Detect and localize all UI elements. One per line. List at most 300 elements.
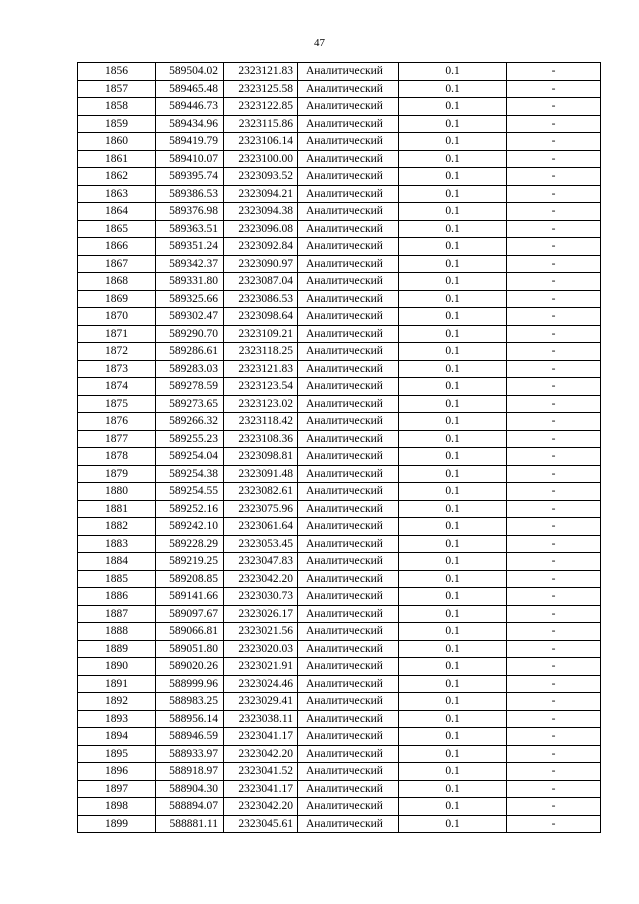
y-coordinate-cell: 2323020.03	[224, 640, 298, 658]
accuracy-cell: 0.1	[399, 483, 507, 501]
method-cell: Аналитический	[298, 553, 399, 571]
note-cell: -	[507, 745, 601, 763]
note-cell: -	[507, 710, 601, 728]
note-cell: -	[507, 465, 601, 483]
table-row	[78, 763, 601, 781]
method-cell: Аналитический	[298, 640, 399, 658]
method-cell: Аналитический	[298, 745, 399, 763]
accuracy-cell: 0.1	[399, 430, 507, 448]
point-number-cell: 1865	[78, 220, 156, 238]
page-number: 47	[314, 37, 325, 49]
x-coordinate-cell: 589395.74	[156, 168, 224, 186]
note-cell: -	[507, 798, 601, 816]
accuracy-cell: 0.1	[399, 395, 507, 413]
method-cell: Аналитический	[298, 133, 399, 151]
table-row	[78, 798, 601, 816]
x-coordinate-cell: 589255.23	[156, 430, 224, 448]
note-cell: -	[507, 535, 601, 553]
x-coordinate-cell: 589386.53	[156, 185, 224, 203]
table-row	[78, 203, 601, 221]
accuracy-cell: 0.1	[399, 535, 507, 553]
table-row	[78, 360, 601, 378]
x-coordinate-cell: 588983.25	[156, 693, 224, 711]
x-coordinate-cell: 589266.32	[156, 413, 224, 431]
note-cell: -	[507, 640, 601, 658]
note-cell: -	[507, 203, 601, 221]
accuracy-cell: 0.1	[399, 115, 507, 133]
method-cell: Аналитический	[298, 308, 399, 326]
y-coordinate-cell: 2323094.21	[224, 185, 298, 203]
note-cell: -	[507, 763, 601, 781]
x-coordinate-cell: 589410.07	[156, 150, 224, 168]
point-number-cell: 1881	[78, 500, 156, 518]
note-cell: -	[507, 185, 601, 203]
note-cell: -	[507, 570, 601, 588]
method-cell: Аналитический	[298, 98, 399, 116]
method-cell: Аналитический	[298, 780, 399, 798]
note-cell: -	[507, 780, 601, 798]
y-coordinate-cell: 2323109.21	[224, 325, 298, 343]
method-cell: Аналитический	[298, 798, 399, 816]
x-coordinate-cell: 589342.37	[156, 255, 224, 273]
note-cell: -	[507, 693, 601, 711]
table-row	[78, 588, 601, 606]
table-row	[78, 448, 601, 466]
accuracy-cell: 0.1	[399, 203, 507, 221]
accuracy-cell: 0.1	[399, 133, 507, 151]
table-row	[78, 815, 601, 833]
accuracy-cell: 0.1	[399, 728, 507, 746]
x-coordinate-cell: 588881.11	[156, 815, 224, 833]
note-cell: -	[507, 588, 601, 606]
y-coordinate-cell: 2323096.08	[224, 220, 298, 238]
x-coordinate-cell: 589286.61	[156, 343, 224, 361]
point-number-cell: 1859	[78, 115, 156, 133]
table-row	[78, 150, 601, 168]
y-coordinate-cell: 2323108.36	[224, 430, 298, 448]
point-number-cell: 1888	[78, 623, 156, 641]
table-row	[78, 640, 601, 658]
note-cell: -	[507, 150, 601, 168]
y-coordinate-cell: 2323106.14	[224, 133, 298, 151]
method-cell: Аналитический	[298, 483, 399, 501]
x-coordinate-cell: 589446.73	[156, 98, 224, 116]
point-number-cell: 1885	[78, 570, 156, 588]
point-number-cell: 1889	[78, 640, 156, 658]
x-coordinate-cell: 589465.48	[156, 80, 224, 98]
point-number-cell: 1871	[78, 325, 156, 343]
note-cell: -	[507, 553, 601, 571]
note-cell: -	[507, 115, 601, 133]
accuracy-cell: 0.1	[399, 763, 507, 781]
x-coordinate-cell: 589273.65	[156, 395, 224, 413]
accuracy-cell: 0.1	[399, 693, 507, 711]
table-row	[78, 308, 601, 326]
table-row	[78, 570, 601, 588]
note-cell: -	[507, 413, 601, 431]
point-number-cell: 1862	[78, 168, 156, 186]
method-cell: Аналитический	[298, 325, 399, 343]
note-cell: -	[507, 448, 601, 466]
method-cell: Аналитический	[298, 693, 399, 711]
method-cell: Аналитический	[298, 185, 399, 203]
method-cell: Аналитический	[298, 273, 399, 291]
point-number-cell: 1869	[78, 290, 156, 308]
point-number-cell: 1872	[78, 343, 156, 361]
note-cell: -	[507, 378, 601, 396]
point-number-cell: 1873	[78, 360, 156, 378]
note-cell: -	[507, 80, 601, 98]
table-row	[78, 553, 601, 571]
table-row	[78, 395, 601, 413]
y-coordinate-cell: 2323021.56	[224, 623, 298, 641]
method-cell: Аналитический	[298, 448, 399, 466]
table-row	[78, 413, 601, 431]
note-cell: -	[507, 273, 601, 291]
method-cell: Аналитический	[298, 203, 399, 221]
x-coordinate-cell: 588918.97	[156, 763, 224, 781]
table-row	[78, 115, 601, 133]
point-number-cell: 1893	[78, 710, 156, 728]
y-coordinate-cell: 2323098.81	[224, 448, 298, 466]
y-coordinate-cell: 2323041.17	[224, 780, 298, 798]
accuracy-cell: 0.1	[399, 343, 507, 361]
y-coordinate-cell: 2323038.11	[224, 710, 298, 728]
y-coordinate-cell: 2323041.17	[224, 728, 298, 746]
accuracy-cell: 0.1	[399, 325, 507, 343]
method-cell: Аналитический	[298, 518, 399, 536]
table-row	[78, 255, 601, 273]
table-row	[78, 658, 601, 676]
note-cell: -	[507, 500, 601, 518]
table-row	[78, 780, 601, 798]
method-cell: Аналитический	[298, 150, 399, 168]
method-cell: Аналитический	[298, 815, 399, 833]
table-row	[78, 343, 601, 361]
accuracy-cell: 0.1	[399, 63, 507, 81]
table-row	[78, 693, 601, 711]
accuracy-cell: 0.1	[399, 588, 507, 606]
note-cell: -	[507, 343, 601, 361]
x-coordinate-cell: 589283.03	[156, 360, 224, 378]
method-cell: Аналитический	[298, 763, 399, 781]
point-number-cell: 1875	[78, 395, 156, 413]
x-coordinate-cell: 589051.80	[156, 640, 224, 658]
y-coordinate-cell: 2323122.85	[224, 98, 298, 116]
table-row	[78, 273, 601, 291]
table-row	[78, 500, 601, 518]
point-number-cell: 1878	[78, 448, 156, 466]
note-cell: -	[507, 238, 601, 256]
accuracy-cell: 0.1	[399, 745, 507, 763]
note-cell: -	[507, 605, 601, 623]
accuracy-cell: 0.1	[399, 273, 507, 291]
note-cell: -	[507, 220, 601, 238]
table-row	[78, 168, 601, 186]
accuracy-cell: 0.1	[399, 220, 507, 238]
point-number-cell: 1874	[78, 378, 156, 396]
method-cell: Аналитический	[298, 588, 399, 606]
point-number-cell: 1880	[78, 483, 156, 501]
y-coordinate-cell: 2323041.52	[224, 763, 298, 781]
note-cell: -	[507, 623, 601, 641]
note-cell: -	[507, 98, 601, 116]
table-row	[78, 98, 601, 116]
y-coordinate-cell: 2323075.96	[224, 500, 298, 518]
accuracy-cell: 0.1	[399, 168, 507, 186]
table-row	[78, 623, 601, 641]
x-coordinate-cell: 588933.97	[156, 745, 224, 763]
y-coordinate-cell: 2323042.20	[224, 570, 298, 588]
table-row	[78, 185, 601, 203]
table-row	[78, 238, 601, 256]
accuracy-cell: 0.1	[399, 623, 507, 641]
method-cell: Аналитический	[298, 500, 399, 518]
note-cell: -	[507, 325, 601, 343]
table-row	[78, 220, 601, 238]
table-row	[78, 605, 601, 623]
point-number-cell: 1870	[78, 308, 156, 326]
accuracy-cell: 0.1	[399, 518, 507, 536]
point-number-cell: 1894	[78, 728, 156, 746]
point-number-cell: 1861	[78, 150, 156, 168]
y-coordinate-cell: 2323047.83	[224, 553, 298, 571]
note-cell: -	[507, 675, 601, 693]
method-cell: Аналитический	[298, 63, 399, 81]
note-cell: -	[507, 815, 601, 833]
y-coordinate-cell: 2323118.25	[224, 343, 298, 361]
accuracy-cell: 0.1	[399, 255, 507, 273]
method-cell: Аналитический	[298, 623, 399, 641]
x-coordinate-cell: 589254.04	[156, 448, 224, 466]
accuracy-cell: 0.1	[399, 675, 507, 693]
y-coordinate-cell: 2323123.54	[224, 378, 298, 396]
x-coordinate-cell: 588946.59	[156, 728, 224, 746]
x-coordinate-cell: 588956.14	[156, 710, 224, 728]
y-coordinate-cell: 2323121.83	[224, 63, 298, 81]
x-coordinate-cell: 589228.29	[156, 535, 224, 553]
method-cell: Аналитический	[298, 728, 399, 746]
x-coordinate-cell: 588894.07	[156, 798, 224, 816]
x-coordinate-cell: 589504.02	[156, 63, 224, 81]
method-cell: Аналитический	[298, 430, 399, 448]
y-coordinate-cell: 2323091.48	[224, 465, 298, 483]
y-coordinate-cell: 2323024.46	[224, 675, 298, 693]
accuracy-cell: 0.1	[399, 150, 507, 168]
table-row	[78, 745, 601, 763]
point-number-cell: 1899	[78, 815, 156, 833]
point-number-cell: 1887	[78, 605, 156, 623]
table-row	[78, 325, 601, 343]
accuracy-cell: 0.1	[399, 815, 507, 833]
method-cell: Аналитический	[298, 360, 399, 378]
y-coordinate-cell: 2323121.83	[224, 360, 298, 378]
note-cell: -	[507, 255, 601, 273]
point-number-cell: 1863	[78, 185, 156, 203]
y-coordinate-cell: 2323082.61	[224, 483, 298, 501]
accuracy-cell: 0.1	[399, 308, 507, 326]
y-coordinate-cell: 2323061.64	[224, 518, 298, 536]
note-cell: -	[507, 308, 601, 326]
accuracy-cell: 0.1	[399, 798, 507, 816]
x-coordinate-cell: 589419.79	[156, 133, 224, 151]
x-coordinate-cell: 589020.26	[156, 658, 224, 676]
accuracy-cell: 0.1	[399, 780, 507, 798]
table-row	[78, 378, 601, 396]
table-row	[78, 430, 601, 448]
y-coordinate-cell: 2323125.58	[224, 80, 298, 98]
accuracy-cell: 0.1	[399, 605, 507, 623]
y-coordinate-cell: 2323086.53	[224, 290, 298, 308]
table-row	[78, 483, 601, 501]
table-row	[78, 728, 601, 746]
accuracy-cell: 0.1	[399, 465, 507, 483]
accuracy-cell: 0.1	[399, 658, 507, 676]
point-number-cell: 1891	[78, 675, 156, 693]
x-coordinate-cell: 589376.98	[156, 203, 224, 221]
method-cell: Аналитический	[298, 168, 399, 186]
y-coordinate-cell: 2323090.97	[224, 255, 298, 273]
x-coordinate-cell: 589434.96	[156, 115, 224, 133]
x-coordinate-cell: 589254.55	[156, 483, 224, 501]
y-coordinate-cell: 2323029.41	[224, 693, 298, 711]
x-coordinate-cell: 589325.66	[156, 290, 224, 308]
y-coordinate-cell: 2323115.86	[224, 115, 298, 133]
accuracy-cell: 0.1	[399, 553, 507, 571]
table-row	[78, 675, 601, 693]
accuracy-cell: 0.1	[399, 360, 507, 378]
coordinates-table	[77, 62, 601, 833]
table-row	[78, 290, 601, 308]
point-number-cell: 1858	[78, 98, 156, 116]
point-number-cell: 1892	[78, 693, 156, 711]
point-number-cell: 1886	[78, 588, 156, 606]
point-number-cell: 1864	[78, 203, 156, 221]
coordinates-table-body	[78, 63, 601, 833]
x-coordinate-cell: 589363.51	[156, 220, 224, 238]
note-cell: -	[507, 290, 601, 308]
method-cell: Аналитический	[298, 343, 399, 361]
method-cell: Аналитический	[298, 220, 399, 238]
x-coordinate-cell: 589302.47	[156, 308, 224, 326]
method-cell: Аналитический	[298, 413, 399, 431]
point-number-cell: 1884	[78, 553, 156, 571]
note-cell: -	[507, 658, 601, 676]
accuracy-cell: 0.1	[399, 185, 507, 203]
x-coordinate-cell: 589219.25	[156, 553, 224, 571]
note-cell: -	[507, 430, 601, 448]
point-number-cell: 1857	[78, 80, 156, 98]
table-row	[78, 465, 601, 483]
method-cell: Аналитический	[298, 238, 399, 256]
x-coordinate-cell: 589290.70	[156, 325, 224, 343]
x-coordinate-cell: 589254.38	[156, 465, 224, 483]
x-coordinate-cell: 588904.30	[156, 780, 224, 798]
table-row	[78, 80, 601, 98]
method-cell: Аналитический	[298, 465, 399, 483]
method-cell: Аналитический	[298, 290, 399, 308]
y-coordinate-cell: 2323098.64	[224, 308, 298, 326]
x-coordinate-cell: 589208.85	[156, 570, 224, 588]
y-coordinate-cell: 2323026.17	[224, 605, 298, 623]
method-cell: Аналитический	[298, 395, 399, 413]
accuracy-cell: 0.1	[399, 80, 507, 98]
point-number-cell: 1896	[78, 763, 156, 781]
accuracy-cell: 0.1	[399, 98, 507, 116]
note-cell: -	[507, 360, 601, 378]
note-cell: -	[507, 133, 601, 151]
y-coordinate-cell: 2323100.00	[224, 150, 298, 168]
y-coordinate-cell: 2323045.61	[224, 815, 298, 833]
y-coordinate-cell: 2323087.04	[224, 273, 298, 291]
y-coordinate-cell: 2323123.02	[224, 395, 298, 413]
point-number-cell: 1890	[78, 658, 156, 676]
method-cell: Аналитический	[298, 80, 399, 98]
table-row	[78, 535, 601, 553]
accuracy-cell: 0.1	[399, 413, 507, 431]
method-cell: Аналитический	[298, 675, 399, 693]
point-number-cell: 1867	[78, 255, 156, 273]
x-coordinate-cell: 589097.67	[156, 605, 224, 623]
x-coordinate-cell: 589141.66	[156, 588, 224, 606]
y-coordinate-cell: 2323094.38	[224, 203, 298, 221]
method-cell: Аналитический	[298, 378, 399, 396]
x-coordinate-cell: 588999.96	[156, 675, 224, 693]
y-coordinate-cell: 2323021.91	[224, 658, 298, 676]
method-cell: Аналитический	[298, 535, 399, 553]
method-cell: Аналитический	[298, 605, 399, 623]
accuracy-cell: 0.1	[399, 640, 507, 658]
y-coordinate-cell: 2323093.52	[224, 168, 298, 186]
point-number-cell: 1883	[78, 535, 156, 553]
x-coordinate-cell: 589242.10	[156, 518, 224, 536]
note-cell: -	[507, 518, 601, 536]
method-cell: Аналитический	[298, 570, 399, 588]
x-coordinate-cell: 589331.80	[156, 273, 224, 291]
method-cell: Аналитический	[298, 658, 399, 676]
y-coordinate-cell: 2323030.73	[224, 588, 298, 606]
point-number-cell: 1895	[78, 745, 156, 763]
point-number-cell: 1879	[78, 465, 156, 483]
point-number-cell: 1860	[78, 133, 156, 151]
method-cell: Аналитический	[298, 115, 399, 133]
accuracy-cell: 0.1	[399, 290, 507, 308]
point-number-cell: 1898	[78, 798, 156, 816]
table-row	[78, 63, 601, 81]
y-coordinate-cell: 2323042.20	[224, 745, 298, 763]
y-coordinate-cell: 2323053.45	[224, 535, 298, 553]
point-number-cell: 1897	[78, 780, 156, 798]
note-cell: -	[507, 395, 601, 413]
point-number-cell: 1866	[78, 238, 156, 256]
accuracy-cell: 0.1	[399, 448, 507, 466]
x-coordinate-cell: 589278.59	[156, 378, 224, 396]
note-cell: -	[507, 483, 601, 501]
table-row	[78, 710, 601, 728]
note-cell: -	[507, 63, 601, 81]
note-cell: -	[507, 728, 601, 746]
table-row	[78, 133, 601, 151]
y-coordinate-cell: 2323092.84	[224, 238, 298, 256]
y-coordinate-cell: 2323118.42	[224, 413, 298, 431]
x-coordinate-cell: 589252.16	[156, 500, 224, 518]
point-number-cell: 1856	[78, 63, 156, 81]
accuracy-cell: 0.1	[399, 570, 507, 588]
x-coordinate-cell: 589351.24	[156, 238, 224, 256]
method-cell: Аналитический	[298, 710, 399, 728]
table-row	[78, 518, 601, 536]
x-coordinate-cell: 589066.81	[156, 623, 224, 641]
